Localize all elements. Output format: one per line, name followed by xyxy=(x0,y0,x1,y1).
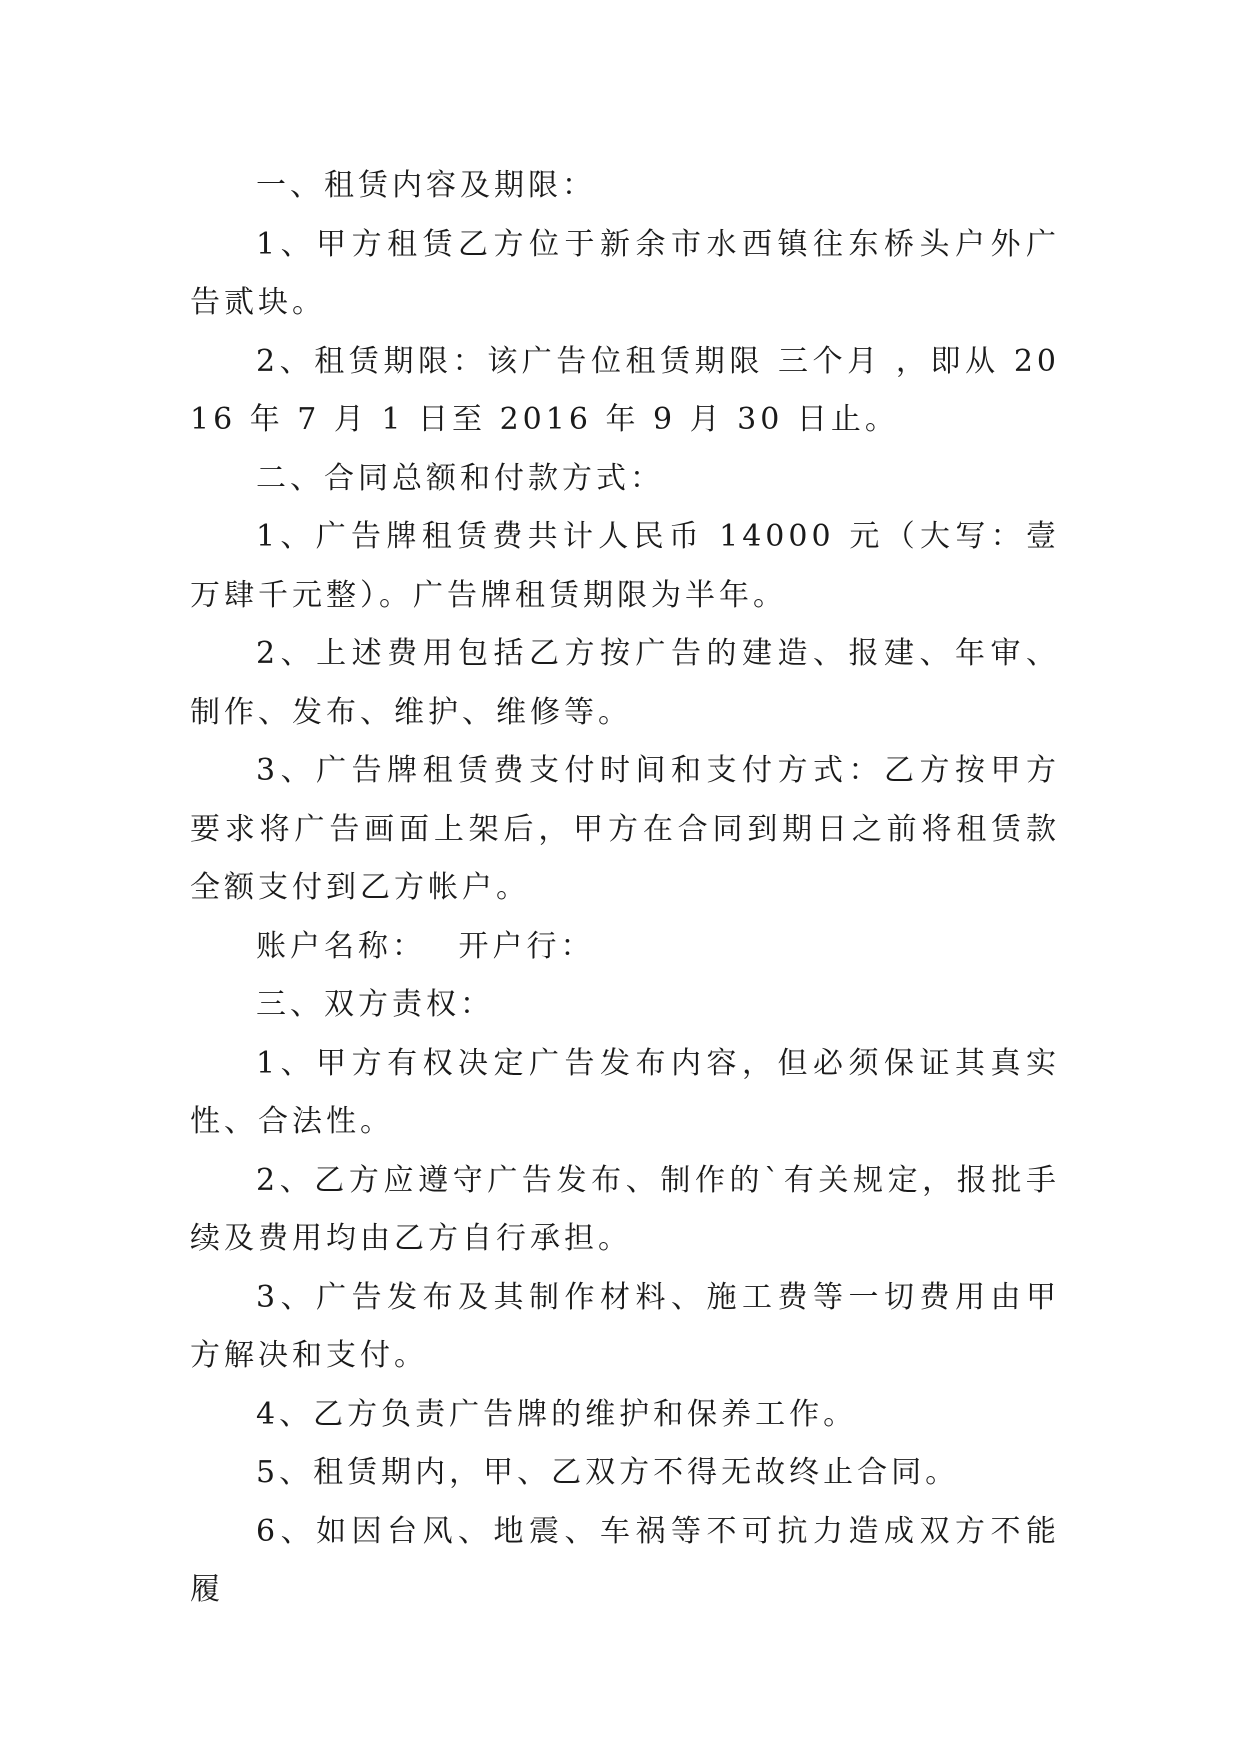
contract-body xyxy=(190,157,1060,1620)
clause-maintenance: 4、乙方负责广告牌的维护和保养工作。 xyxy=(256,1396,858,1432)
clause-no-termination: 5、租赁期内，甲、乙双方不得无故终止合同。 xyxy=(256,1455,960,1490)
clause-rental-fee: 1、广告牌租赁费共计人民币 14000 元（大写：壹万肆千元整）。广告牌租赁期限为半年。 xyxy=(190,519,1060,613)
clause-payment-method: 3、广告牌租赁费支付时间和支付方式：乙方按甲方要求将广告画面上架后，甲方在合同到期日之前将租赁款全额支付到乙方帐户。 xyxy=(190,753,1060,905)
clause-party-b-compliance: 2、乙方应遵守广告发布、制作的`有关规定，报批手续及费用均由乙方自行承担。 xyxy=(190,1162,1060,1256)
clause-party-a-rights: 1、甲方有权决定广告发布内容，但必须保证其真实性、合法性。 xyxy=(190,1045,1060,1139)
clause-fee-coverage: 2、上述费用包括乙方按广告的建造、报建、年审、制作、发布、维护、维修等。 xyxy=(190,636,1060,730)
clause-lease-term: 2、租赁期限：该广告位租赁期限 三个月 ，即从 2016 年 7 月 1 日至 2016 年 9 月 30 日止。 xyxy=(190,343,1060,437)
section-heading-lease-content: 一、租赁内容及期限： xyxy=(256,168,596,203)
clause-force-majeure: 6、如因台风、地震、车祸等不可抗力造成双方不能履 xyxy=(190,1513,1060,1607)
clause-lease-location: 1、甲方租赁乙方位于新余市水西镇往东桥头户外广告贰块。 xyxy=(190,226,1060,320)
account-info-line: 账户名称： 开户行： xyxy=(256,928,595,964)
clause-production-costs: 3、广告发布及其制作材料、施工费等一切费用由甲方解决和支付。 xyxy=(190,1279,1060,1373)
section-heading-rights-duties: 三、双方责权： xyxy=(256,987,494,1022)
section-heading-contract-amount: 二、合同总额和付款方式： xyxy=(256,460,664,496)
